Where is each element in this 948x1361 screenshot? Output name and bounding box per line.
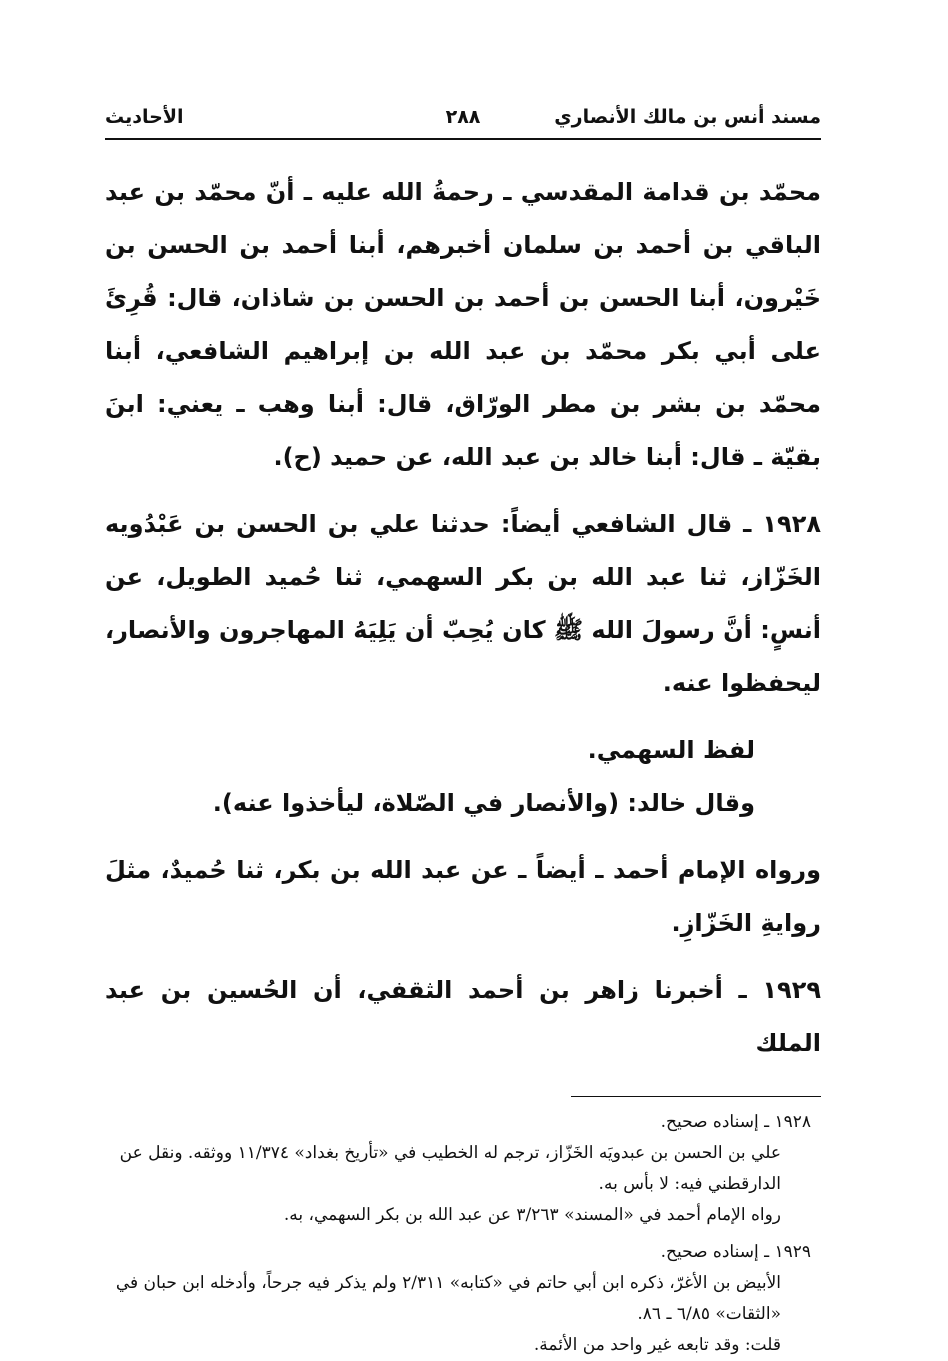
footnote-1928-text: علي بن الحسن بن عبدويَه الخَزّاز، ترجم له الخطيب في «تأريخ بغداد» ١١/٣٧٤ ووثقه. ونقل عن الدارقطني فيه: لا بأس به. — [119, 1143, 781, 1194]
footnote-1929-note: قلت: وقد تابعه غير واحد من الأئمة. — [533, 1335, 781, 1355]
footnote-1929-head: ١٩٢٩ ـ إسناده صحيح. — [660, 1242, 811, 1262]
header-rule — [105, 138, 821, 140]
running-title: مسند أنس بن مالك الأنصاري — [554, 106, 821, 128]
footnotes — [105, 1107, 821, 1361]
footnote-1929-text: الأبيض بن الأغرّ، ذكره ابن أبي حاتم في «كتابه» ٢/٣١١ ولم يذكر فيه جرحاً، وأدخله ابن حبان في «الثقات» ٦/٨٥ ـ ٨٦. — [115, 1273, 781, 1324]
hadith-1928: ١٩٢٨ ـ قال الشافعي أيضاً: حدثنا علي بن الحسن بن عَبْدُويه الخَزّاز، ثنا عبد الله بن بكر السهمي، ثنا حُميد الطويل، عن أنسٍ: أنَّ رسولَ الله ﷺ كان يُحِبّ أن يَلِيَهُ المهاجرون والأنصار، ليحفظوا عنه. — [105, 510, 821, 697]
paragraph-khalid: وقال خالد: (والأنصار في الصّلاة، ليأخذوا عنه). — [212, 789, 755, 817]
main-text — [105, 166, 821, 1070]
page-number: ٢٨٨ — [445, 106, 481, 128]
page — [105, 100, 821, 1361]
footnote-1928-head: ١٩٢٨ ـ إسناده صحيح. — [660, 1112, 811, 1132]
footnote-rule — [571, 1096, 821, 1097]
paragraph-ahmad: ورواه الإمام أحمد ـ أيضاً ـ عن عبد الله بن بكر، ثنا حُميدٌ، مثلَ روايةِ الخَزّازِ. — [105, 856, 821, 937]
footnote-1928-source: رواه الإمام أحمد في «المسند» ٣/٢٦٣ عن عبد الله بن بكر السهمي، به. — [283, 1205, 781, 1225]
paragraph-sahmi: لفظ السهمي. — [587, 736, 755, 764]
section-title: الأحاديث — [105, 106, 184, 128]
page-header — [105, 100, 821, 138]
hadith-1929: ١٩٢٩ ـ أخبرنا زاهر بن أحمد الثقفي، أن الحُسين بن عبد الملك — [105, 976, 821, 1057]
paragraph-isnad: محمّد بن قدامة المقدسي ـ رحمةُ الله عليه ـ أنّ محمّد بن عبد الباقي بن أحمد بن سلمان أخبرهم، أبنا أحمد بن الحسن بن خَيْرون، أبنا الحسن بن أحمد بن الحسن بن شاذان، قال: قُرِئَ على أبي بكر محمّد بن عبد الله بن إبراهيم الشافعي، أبنا محمّد بن بشر بن مطر الورّاق، قال: أبنا وهب ـ يعني: ابنَ بقيّة ـ قال: أبنا خالد بن عبد الله، عن حميد (ح). — [105, 178, 821, 471]
